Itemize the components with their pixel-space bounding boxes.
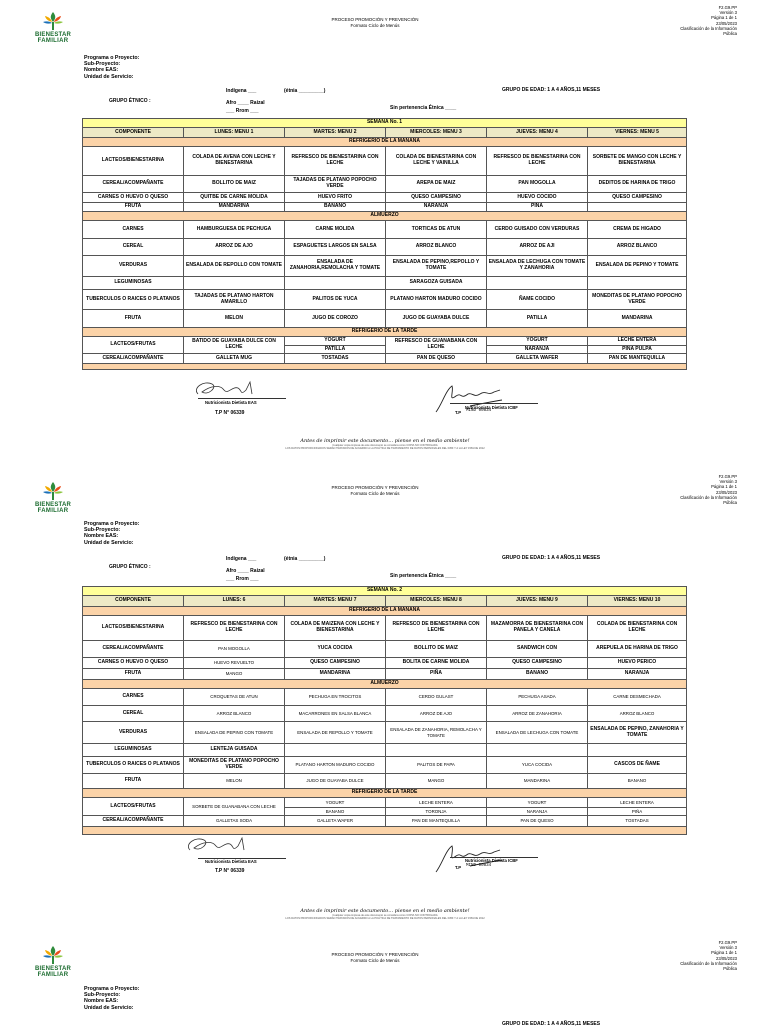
unit-label: Unidad de Servicio: [84,73,134,80]
cell: GALLETA MUG [184,354,285,364]
cell: TORONJA [386,808,487,816]
cell: MONEDITAS DE PLATANO POPOCHO VERDE [184,757,285,774]
bienestar-tree-icon [41,10,65,32]
subproject-label: Sub-Proyecto: [84,992,121,999]
cell: COLADA DE BIENESTARINA CON LECHE Y VAINILLA [386,147,487,176]
signature-line-left [198,398,286,399]
cell: COLADA DE AVENA CON LECHE Y BIENESTARINA [184,147,285,176]
cell: PALITOS DE YUCA [285,290,386,310]
doc-classification-value: Pública [723,31,737,37]
doc-classification-value: Pública [723,966,737,972]
signature-right-tp: T.P [455,410,462,415]
cell: PIÑA [386,669,487,680]
unit-label: Unidad de Servicio: [84,1004,134,1011]
cell: YOGURT [285,798,386,808]
eas-label: Nombre EAS: [84,67,119,74]
cell: VERDURAS [83,722,184,744]
cell: MANGO [184,669,285,680]
signature-right-title: Nutricionista Dietista ICBF [465,405,518,410]
cell: VERDURAS [83,256,184,277]
doc-version: Versión 3 [719,10,737,16]
cell: CARNE DESMECHADA [588,689,687,706]
cell: LACTEOS/BIENESTARINA [83,147,184,176]
signature-left-tp: T.P N° 06339 [215,868,245,874]
doc-page: Página 1 de 1 [711,15,737,21]
cell: PECHUGA ASADA [487,689,588,706]
cell: ESPAGUETES LARGOS EN SALSA [285,239,386,256]
cell: PAN MOGOLLA [487,176,588,193]
cell [285,277,386,290]
cell: GALLETA WAFER [285,816,386,827]
week-title: SEMANA No. 2 [83,587,687,596]
cell: ENSALADA DE LECHUGA CON TOMATE Y ZANAHORIA [487,256,588,277]
cell: NARANJA [487,808,588,816]
cell: BOLLITO DE MAIZ [184,176,285,193]
logo-text-2: FAMILIAR [37,972,69,978]
cell: CARNES O HUEVO O QUESO [83,193,184,203]
cell: BATIDO DE GUAYABA DULCE CON LECHE [184,337,285,354]
cell: HUEVO REVUELTO [184,658,285,669]
cell: TAJADAS DE PLATANO HARTON AMARILLO [184,290,285,310]
cell: BANANO [285,808,386,816]
cell: CARNES [83,221,184,239]
cell: REFRESCO DE GUANABANA CON LECHE [386,337,487,354]
logo-text-1: BIENESTAR [34,966,72,972]
format-subtitle: Formato Ciclo de Menús [350,958,400,963]
cell: MELON [184,310,285,328]
col-header: JUEVES: MENU 9 [487,596,588,607]
cell: QUESO CAMPESINO [487,658,588,669]
cell: LEGUMINOSAS [83,277,184,290]
eas-label: Nombre EAS: [84,533,119,540]
cell: YUCA COCIDA [487,757,588,774]
cell: CEREAL/ACOMPAÑANTE [83,641,184,658]
cell: LECHE ENTERA [588,798,687,808]
cell: LEGUMINOSAS [83,744,184,757]
cell: SORBETE DE GUANABANA CON LECHE [184,798,285,816]
cell [386,744,487,757]
age-group: GRUPO DE EDAD: 1 A 4 AÑOS,11 MESES [502,87,601,93]
footer [260,908,510,920]
cell: CEREAL [83,706,184,722]
doc-control-info [627,5,737,36]
cell: BOLLITO DE MAIZ [386,641,487,658]
cell: HAMBURGUESA DE PECHUGA [184,221,285,239]
cell: HUEVO COCIDO [487,193,588,203]
cell: QUESO CAMPESINO [386,193,487,203]
cell: SARAGOZA GUISADA [386,277,487,290]
program-label: Programa o Proyecto: [84,55,140,61]
process-title: PROCESO PROMOCIÓN Y PREVENCIÓN [331,952,419,957]
cell: BOLITA DE CARNE MOLIDA [386,658,487,669]
cell: ARROZ BLANCO [386,239,487,256]
cell: DEDITOS DE HARINA DE TRIGO [588,176,687,193]
cell: TORTICAS DE ATUN [386,221,487,239]
cell: AREPA DE MAIZ [386,176,487,193]
sin-pertenencia-field: Sin pertenencia Étnica ____ [390,105,457,111]
signature-left-title: Nutricionista Dietista EAS [205,859,257,864]
logo-text-1: BIENESTAR [34,502,72,508]
footer-line-1: Cualquier copia impresa de este documento se considera como COPIA NO CONTROLADA [332,914,438,917]
unit-label: Unidad de Servicio: [84,539,134,546]
cell: PECHUGA EN TROCITOS [285,689,386,706]
footer-line-2: LOS DATOS PROPORCIONADOS SERÁN TRATADOS DE ACUERDO A LA POLÍTICA DE TRATAMIENTO DE DATOS PERSONALES DEL ICBF Y A LA LEY 1581 DE 2012 [285,447,485,450]
eco-message: Antes de imprimir este documento… piense en el medio ambiente! [300,438,470,444]
cell: ARROZ BLANCO [184,706,285,722]
cell: REFRESCO DE BIENESTARINA CON LECHE [184,616,285,641]
eco-message: Antes de imprimir este documento… piense en el medio ambiente! [300,908,470,914]
section-lunch: ALMUERZO [83,680,687,689]
cell: YOGURT [285,337,386,346]
subproject-label: Sub-Proyecto: [84,527,121,534]
cell: ENSALADA DE PEPINO Y TOMATE [588,256,687,277]
section-afternoon: REFRIGERIO DE LA TARDE [83,328,687,337]
cell: CROQUETAS DE ATUN [184,689,285,706]
document-header [300,952,450,964]
cell [588,744,687,757]
icbf-logo [32,480,74,514]
signature-left-tp: T.P N° 06339 [215,410,245,416]
cell: BANANO [285,203,386,212]
section-morning: REFRIGERIO DE LA MAÑANA [83,138,687,147]
age-group: GRUPO DE EDAD: 1 A 4 AÑOS,11 MESES [502,1021,601,1027]
doc-code: F2.G9.PP [718,940,737,945]
cell: AREPUELA DE HARINA DE TRIGO [588,641,687,658]
doc-date: 23/05/2023 [716,955,737,961]
cell: BANANO [588,774,687,789]
doc-classification: Clasificación de la Información [680,960,737,966]
cell: TOSTADAS [285,354,386,364]
age-group: GRUPO DE EDAD: 1 A 4 AÑOS,11 MESES [502,555,601,561]
cell: PLATANO HARTON MADURO COCIDO [386,290,487,310]
cell: ENSALADA DE REPOLLO Y TOMATE [285,722,386,744]
afro-field: Afro ____ Raizal [226,568,265,574]
cell: MANDARINA [588,310,687,328]
cell: MANGO [386,774,487,789]
cell: MACARRONES EN SALSA BLANCA [285,706,386,722]
cell: PIÑA [588,808,687,816]
cell: PAN DE MANTEQUILLA [386,816,487,827]
process-title: PROCESO PROMOCIÓN Y PREVENCIÓN [331,17,419,22]
cell: FRUTA [83,774,184,789]
cell: CASCOS DE ÑAME [588,757,687,774]
cell: NARANJA [386,203,487,212]
cell: BANANO [487,669,588,680]
subproject-label: Sub-Proyecto: [84,61,121,68]
cell: SORBETE DE MANGO CON LECHE Y BIENESTARINA [588,147,687,176]
cell: JUGO DE GUAYABA DULCE [285,774,386,789]
cell: PIÑA PULPA [588,346,687,354]
cell [487,744,588,757]
logo-text-1: BIENESTAR [34,32,72,38]
doc-version: Versión 3 [719,945,737,951]
cell: ENSALADA DE ZANAHORIA, REMOLACHA Y TOMATE [386,722,487,744]
cell: REFRESCO DE BIENESTARINA CON LECHE [386,616,487,641]
cell: LECHE ENTERA [386,798,487,808]
sin-pertenencia-field: Sin pertenencia Étnica ____ [390,573,457,579]
doc-control-info [627,940,737,971]
cell: FRUTA [83,203,184,212]
format-subtitle: Formato Ciclo de Menús [350,23,400,28]
signature-left [182,834,262,856]
process-title: PROCESO PROMOCIÓN Y PREVENCIÓN [331,485,419,490]
cell: PALITOS DE PAPA [386,757,487,774]
indigena-field: Indígena ___ [226,88,257,94]
project-info [84,986,139,1011]
cell: LENTEJA GUISADA [184,744,285,757]
cell: PIÑA [487,203,588,212]
cell: REFRESCO DE BIENESTARINA CON LECHE [487,147,588,176]
col-header: MIERCOLES: MENU 3 [386,128,487,138]
col-header: MARTES: MENU 2 [285,128,386,138]
col-header: COMPONENTE [83,128,184,138]
bienestar-tree-icon [41,944,65,966]
doc-control-info [627,474,737,505]
cell: CREMA DE HIGADO [588,221,687,239]
cell [285,744,386,757]
afro-field: Afro ____ Raizal [226,100,265,106]
cell: ARROZ DE AJO [386,706,487,722]
cell: ENSALADA DE LECHUGA CON TOMATE [487,722,588,744]
cell: QUESO CAMPESINO [588,193,687,203]
cell: MANDARINA [285,669,386,680]
week-title: SEMANA No. 1 [83,119,687,128]
cell: MONEDITAS DE PLATANO POPOCHO VERDE [588,290,687,310]
cell: JUGO DE COROZO [285,310,386,328]
col-header: VIERNES: MENU 5 [588,128,687,138]
cell: ARROZ DE ZANAHORIA [487,706,588,722]
logo-text-2: FAMILIAR [37,38,69,44]
cell: ARROZ DE AJI [487,239,588,256]
cell [588,203,687,212]
cell: ARROZ BLANCO [588,706,687,722]
cell: REFRESCO DE BIENESTARINA CON LECHE [285,147,386,176]
table-footer-band [83,364,687,370]
cell: SANDWICH CON [487,641,588,658]
col-header: MIERCOLES: MENU 8 [386,596,487,607]
signature-right-tp-stamp: MIND 00834 [466,409,492,413]
bienestar-tree-icon [41,480,65,502]
doc-page: Página 1 de 1 [711,484,737,490]
cell: JUGO DE GUAYABA DULCE [386,310,487,328]
section-morning: REFRIGERIO DE LA MAÑANA [83,607,687,616]
cell: ARROZ DE AJO [184,239,285,256]
program-label: Programa o Proyecto: [84,986,140,992]
cell: FRUTA [83,310,184,328]
col-header: LUNES: MENU 1 [184,128,285,138]
cell: QUITBE DE CARNE MOLIDA [184,193,285,203]
cell: GALLETA WAFER [487,354,588,364]
signature-right-title: Nutricionista Dietista ICBF [465,858,518,863]
signature-left [190,378,270,400]
cell: ARROZ BLANCO [588,239,687,256]
cell: CEREAL/ACOMPAÑANTE [83,176,184,193]
cell: COLADA DE MAIZENA CON LECHE Y BIENESTARINA [285,616,386,641]
page-1 [0,0,768,470]
page-2 [0,470,768,940]
page-3 [0,940,768,1027]
cell: MAZAMORRA DE BIENESTARINA CON PANELA Y CANELA [487,616,588,641]
doc-version: Versión 3 [719,479,737,485]
ethnic-group-label: GRUPO ÉTNICO : [109,564,151,570]
rrom-field: ___ Rrom ___ [226,576,259,582]
doc-classification: Clasificación de la Información [680,25,737,31]
cell: YUCA COCIDA [285,641,386,658]
cell: MELON [184,774,285,789]
cell: TUBERCULOS O RAICES O PLATANOS [83,757,184,774]
signature-right-tp: T.P [455,865,462,870]
cell [184,277,285,290]
cell: ENSALADA DE PEPINO,REPOLLO Y TOMATE [386,256,487,277]
cell: CEREAL [83,239,184,256]
table-footer-band [83,827,687,835]
cell [487,277,588,290]
cell: CARNES [83,689,184,706]
cell: CARNES O HUEVO O QUESO [83,658,184,669]
cell: ENSALADA DE ZANAHORIA,REMOLACHA Y TOMATE [285,256,386,277]
cell: TOSTADAS [588,816,687,827]
cell: PAN DE QUESO [386,354,487,364]
cell [588,277,687,290]
icbf-logo [32,944,74,978]
program-label: Programa o Proyecto: [84,521,140,527]
cell: CEREAL/ACOMPAÑANTE [83,354,184,364]
cell: ÑAME COCIDO [487,290,588,310]
cell: NARANJA [588,669,687,680]
signature-right-tp-stamp: MIND 00834 [466,864,492,868]
doc-code: F2.G9.PP [718,474,737,479]
menu-table-week-1 [82,118,687,370]
cell: TAJADAS DE PLATANO POPOCHO VERDE [285,176,386,193]
cell: YOGURT [487,337,588,346]
cell: TUBERCULOS O RAICES O PLATANOS [83,290,184,310]
cell: HUEVO PERICO [588,658,687,669]
doc-page: Página 1 de 1 [711,950,737,956]
cell: GALLETAS SODA [184,816,285,827]
cell: MANDARINA [184,203,285,212]
footer-line-1: Cualquier copia impresa de este documento se considera como COPIA NO CONTROLADA [332,444,438,447]
menu-table-week-2 [82,586,687,835]
etnia-field: (étnia _________) [284,88,326,94]
cell: HUEVO FRITO [285,193,386,203]
doc-code: F2.G9.PP [718,5,737,10]
etnia-field: (étnia _________) [284,556,326,562]
rrom-field: ___ Rrom ___ [226,108,259,114]
project-info [84,55,139,80]
cell: NARANJA [487,346,588,354]
footer-line-2: LOS DATOS PROPORCIONADOS SERÁN TRATADOS DE ACUERDO A LA POLÍTICA DE TRATAMIENTO DE DATOS PERSONALES DEL ICBF Y A LA LEY 1581 DE 2012 [285,917,485,920]
cell: YOGURT [487,798,588,808]
cell: PAN DE QUESO [487,816,588,827]
cell: MANDARINA [487,774,588,789]
logo-text-2: FAMILIAR [37,508,69,514]
icbf-logo [32,10,74,44]
col-header: VIERNES: MENU 10 [588,596,687,607]
indigena-field: Indígena ___ [226,556,257,562]
cell: FRUTA [83,669,184,680]
cell: ENSALADA DE PEPINO, ZANAHORIA Y TOMATE [588,722,687,744]
doc-classification: Clasificación de la Información [680,494,737,500]
cell: CARNE MOLIDA [285,221,386,239]
col-header: LUNES: 6 [184,596,285,607]
format-subtitle: Formato Ciclo de Menús [350,491,400,496]
document-header [300,485,450,497]
section-afternoon: REFRIGERIO DE LA TARDE [83,789,687,798]
col-header: JUEVES: MENU 4 [487,128,588,138]
section-lunch: ALMUERZO [83,212,687,221]
cell: PAN DE MANTEQUILLA [588,354,687,364]
col-header: COMPONENTE [83,596,184,607]
cell: LACTEOS/BIENESTARINA [83,616,184,641]
cell: PATILLA [285,346,386,354]
cell: COLADA DE BIENESTARINA CON LECHE [588,616,687,641]
cell: PAN MOGOLLA [184,641,285,658]
document-header [300,17,450,29]
cell: QUESO CAMPESINO [285,658,386,669]
signature-left-title: Nutricionista Dietista EAS [205,400,257,405]
doc-classification-value: Pública [723,500,737,506]
cell: CERDO GULAST [386,689,487,706]
cell: ENSALADA DE REPOLLO CON TOMATE [184,256,285,277]
project-info [84,521,139,546]
eas-label: Nombre EAS: [84,998,119,1005]
ethnic-group-label: GRUPO ÉTNICO : [109,98,151,104]
cell: LACTEOS/FRUTAS [83,337,184,354]
cell: CEREAL/ACOMPAÑANTE [83,816,184,827]
doc-date: 23/05/2023 [716,20,737,26]
cell: PLATANO HARTON MADURO COCIDO [285,757,386,774]
signature-line-right [450,403,538,404]
cell: PATILLA [487,310,588,328]
cell: LACTEOS/FRUTAS [83,798,184,816]
cell: LECHE ENTERA [588,337,687,346]
col-header: MARTES: MENU 7 [285,596,386,607]
cell: CERDO GUISADO CON VERDURAS [487,221,588,239]
footer [260,438,510,450]
doc-date: 23/05/2023 [716,489,737,495]
cell: ENSALADA DE PEPINO CON TOMATE [184,722,285,744]
